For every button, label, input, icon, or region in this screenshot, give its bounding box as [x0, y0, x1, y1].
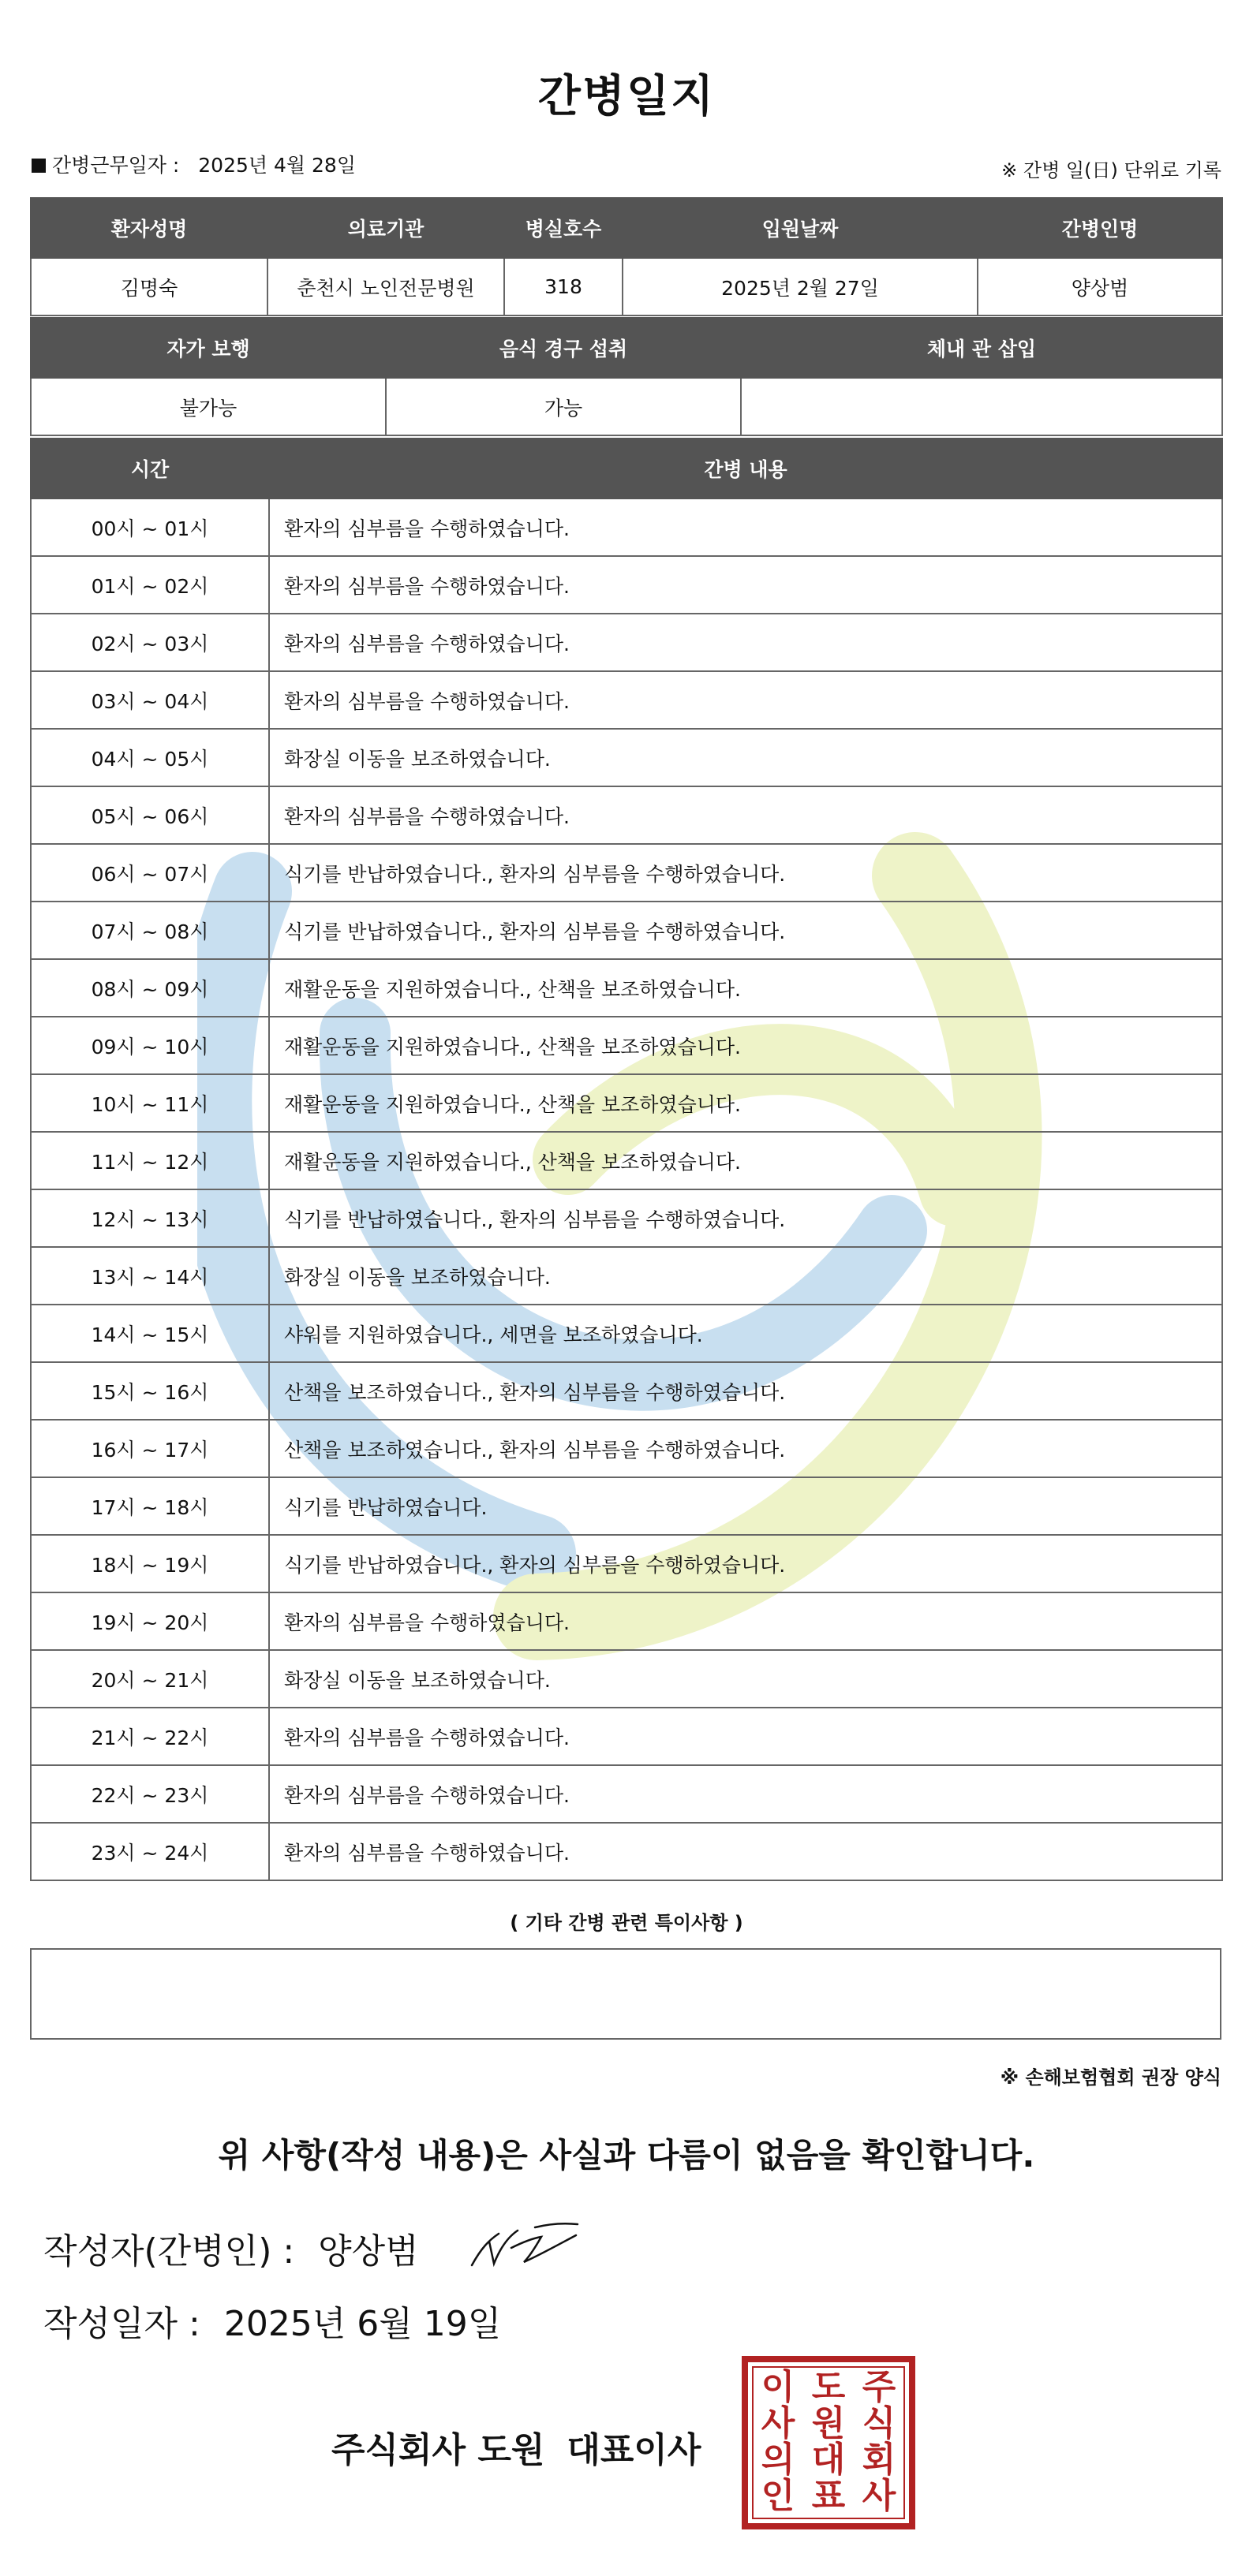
work-date-value: 2025년 4월 28일	[198, 154, 356, 177]
header-tube-insertion: 체내 관 삽입	[741, 318, 1222, 378]
care-log-row	[31, 729, 1222, 786]
care-log-time: 17시 ~ 18시	[31, 1477, 269, 1535]
seal-character: 사	[862, 2476, 896, 2516]
care-log-row	[31, 902, 1222, 959]
care-log-content: 재활운동을 지원하였습니다., 산책을 보조하였습니다.	[269, 1017, 1222, 1074]
care-log-row	[31, 1592, 1222, 1650]
hospital-name: 춘천시 노인전문병원	[267, 258, 504, 315]
care-log-row	[31, 1420, 1222, 1477]
care-log-content: 식기를 반납하였습니다.	[269, 1477, 1222, 1535]
care-log-content: 식기를 반납하였습니다., 환자의 심부름을 수행하였습니다.	[269, 1189, 1222, 1247]
care-log-time: 09시 ~ 10시	[31, 1017, 269, 1074]
header-hospital: 의료기관	[267, 198, 504, 258]
header-time: 시간	[31, 439, 269, 498]
care-log-content: 환자의 심부름을 수행하였습니다.	[269, 498, 1222, 556]
care-log-content: 환자의 심부름을 수행하였습니다.	[269, 1823, 1222, 1880]
seal-character: 원	[811, 2403, 846, 2443]
header-room: 병실호수	[504, 198, 623, 258]
care-log-content: 재활운동을 지원하였습니다., 산책을 보조하였습니다.	[269, 1132, 1222, 1189]
care-log-time: 14시 ~ 15시	[31, 1305, 269, 1362]
patient-value-row	[31, 258, 1222, 315]
care-log-header-row	[31, 439, 1222, 498]
confirmation-statement: 위 사항(작성 내용)은 사실과 다름이 없음을 확인합니다.	[218, 2136, 1035, 2175]
admission-date: 2025년 2월 27일	[623, 258, 978, 315]
care-log-content: 화장실 이동을 보조하였습니다.	[269, 1650, 1222, 1708]
care-log-time: 23시 ~ 24시	[31, 1823, 269, 1880]
patient-status-table	[30, 317, 1223, 436]
care-log-content: 환자의 심부름을 수행하였습니다.	[269, 556, 1222, 614]
care-log-content: 샤워를 지원하였습니다., 세면을 보조하였습니다.	[269, 1305, 1222, 1362]
seal-character: 인	[761, 2476, 795, 2516]
care-log-time: 15시 ~ 16시	[31, 1362, 269, 1420]
self-walking-value: 불가능	[31, 378, 386, 435]
care-log-table	[30, 438, 1223, 1881]
care-log-row	[31, 1305, 1222, 1362]
care-log-row	[31, 556, 1222, 614]
notes-title: ( 기타 간병 관련 특이사항 )	[510, 1912, 743, 1934]
writer-label: 작성자(간병인) :	[43, 2231, 295, 2272]
care-log-time: 02시 ~ 03시	[31, 614, 269, 671]
handwritten-signature	[466, 2216, 584, 2279]
care-log-time: 04시 ~ 05시	[31, 729, 269, 786]
seal-character: 주	[862, 2367, 896, 2407]
care-log-time: 11시 ~ 12시	[31, 1132, 269, 1189]
seal-character: 사	[761, 2403, 795, 2443]
care-log-content: 환자의 심부름을 수행하였습니다.	[269, 614, 1222, 671]
status-header-row	[31, 318, 1222, 378]
care-log-time: 19시 ~ 20시	[31, 1592, 269, 1650]
seal-character: 회	[862, 2440, 896, 2480]
care-log-row	[31, 1132, 1222, 1189]
care-log-content: 식기를 반납하였습니다., 환자의 심부름을 수행하였습니다.	[269, 844, 1222, 902]
care-log-content: 재활운동을 지원하였습니다., 산책을 보조하였습니다.	[269, 1074, 1222, 1132]
writer-line	[43, 2223, 419, 2273]
written-date-value: 2025년 6월 19일	[223, 2304, 502, 2344]
care-log-time: 16시 ~ 17시	[31, 1420, 269, 1477]
written-date-label: 작성일자 :	[43, 2304, 200, 2344]
meta-row	[32, 150, 1221, 185]
square-bullet-icon	[32, 159, 46, 173]
tube-insertion-value	[741, 378, 1222, 435]
writer-name: 양상범	[318, 2231, 419, 2272]
care-log-row	[31, 1362, 1222, 1420]
care-log-time: 07시 ~ 08시	[31, 902, 269, 959]
header-patient-name: 환자성명	[31, 198, 267, 258]
seal-character: 도	[811, 2367, 846, 2407]
care-log-time: 10시 ~ 11시	[31, 1074, 269, 1132]
care-log-row	[31, 1247, 1222, 1305]
status-value-row	[31, 378, 1222, 435]
care-log-row	[31, 1477, 1222, 1535]
oral-intake-value: 가능	[386, 378, 741, 435]
company-line	[331, 2421, 701, 2472]
header-caregiver-name: 간병인명	[978, 198, 1222, 258]
seal-character: 이	[761, 2367, 795, 2407]
company-ceo-title: 대표이사	[567, 2430, 701, 2470]
care-log-content: 산책을 보조하였습니다., 환자의 심부름을 수행하였습니다.	[269, 1362, 1222, 1420]
care-log-content: 산책을 보조하였습니다., 환자의 심부름을 수행하였습니다.	[269, 1420, 1222, 1477]
header-admission-date: 입원날짜	[623, 198, 978, 258]
care-log-time: 18시 ~ 19시	[31, 1535, 269, 1592]
care-log-time: 05시 ~ 06시	[31, 786, 269, 844]
patient-header-row	[31, 198, 1222, 258]
care-log-body	[31, 498, 1222, 1880]
care-log-row	[31, 1765, 1222, 1823]
patient-name: 김명숙	[31, 258, 267, 315]
care-log-row	[31, 959, 1222, 1017]
seal-character: 대	[811, 2440, 846, 2480]
room-number: 318	[504, 258, 623, 315]
header-self-walking: 자가 보행	[31, 318, 386, 378]
written-date-line	[43, 2295, 501, 2346]
patient-info-table	[30, 197, 1223, 316]
care-log-content: 화장실 이동을 보조하였습니다.	[269, 729, 1222, 786]
company-seal-stamp	[740, 2354, 917, 2531]
caregiver-name: 양상범	[978, 258, 1222, 315]
care-log-time: 00시 ~ 01시	[31, 498, 269, 556]
care-log-row	[31, 786, 1222, 844]
header-care-content: 간병 내용	[269, 439, 1222, 498]
care-log-row	[31, 1189, 1222, 1247]
care-log-row	[31, 1017, 1222, 1074]
care-log-content: 화장실 이동을 보조하였습니다.	[269, 1247, 1222, 1305]
document-title: 간병일지	[537, 71, 716, 122]
form-footnote: ※ 손해보험협회 권장 양식	[1000, 2066, 1221, 2089]
care-log-time: 03시 ~ 04시	[31, 671, 269, 729]
daily-record-note: ※ 간병 일(日) 단위로 기록	[1001, 159, 1221, 181]
care-log-row	[31, 1074, 1222, 1132]
care-log-row	[31, 671, 1222, 729]
care-log-row	[31, 844, 1222, 902]
care-log-time: 22시 ~ 23시	[31, 1765, 269, 1823]
care-log-content: 식기를 반납하였습니다., 환자의 심부름을 수행하였습니다.	[269, 1535, 1222, 1592]
care-log-content: 환자의 심부름을 수행하였습니다.	[269, 786, 1222, 844]
care-log-time: 01시 ~ 02시	[31, 556, 269, 614]
seal-character: 의	[761, 2440, 795, 2480]
care-log-content: 환자의 심부름을 수행하였습니다.	[269, 671, 1222, 729]
notes-box	[30, 1948, 1221, 2040]
care-log-row	[31, 1823, 1222, 1880]
care-log-time: 12시 ~ 13시	[31, 1189, 269, 1247]
care-log-content: 환자의 심부름을 수행하였습니다.	[269, 1765, 1222, 1823]
seal-character: 표	[811, 2476, 846, 2516]
care-log-content: 식기를 반납하였습니다., 환자의 심부름을 수행하였습니다.	[269, 902, 1222, 959]
care-log-row	[31, 1650, 1222, 1708]
care-log-content: 환자의 심부름을 수행하였습니다.	[269, 1708, 1222, 1765]
care-log-row	[31, 498, 1222, 556]
seal-character: 식	[862, 2403, 896, 2443]
care-log-content: 재활운동을 지원하였습니다., 산책을 보조하였습니다.	[269, 959, 1222, 1017]
work-date-label: 간병근무일자 :	[52, 154, 180, 177]
care-log-time: 13시 ~ 14시	[31, 1247, 269, 1305]
care-log-row	[31, 1708, 1222, 1765]
work-date	[32, 150, 356, 178]
care-log-row	[31, 1535, 1222, 1592]
care-log-content: 환자의 심부름을 수행하였습니다.	[269, 1592, 1222, 1650]
care-log-row	[31, 614, 1222, 671]
care-log-time: 20시 ~ 21시	[31, 1650, 269, 1708]
company-name: 주식회사 도원	[331, 2430, 545, 2470]
care-log-time: 06시 ~ 07시	[31, 844, 269, 902]
care-log-time: 08시 ~ 09시	[31, 959, 269, 1017]
header-oral-intake: 음식 경구 섭취	[386, 318, 741, 378]
care-log-time: 21시 ~ 22시	[31, 1708, 269, 1765]
